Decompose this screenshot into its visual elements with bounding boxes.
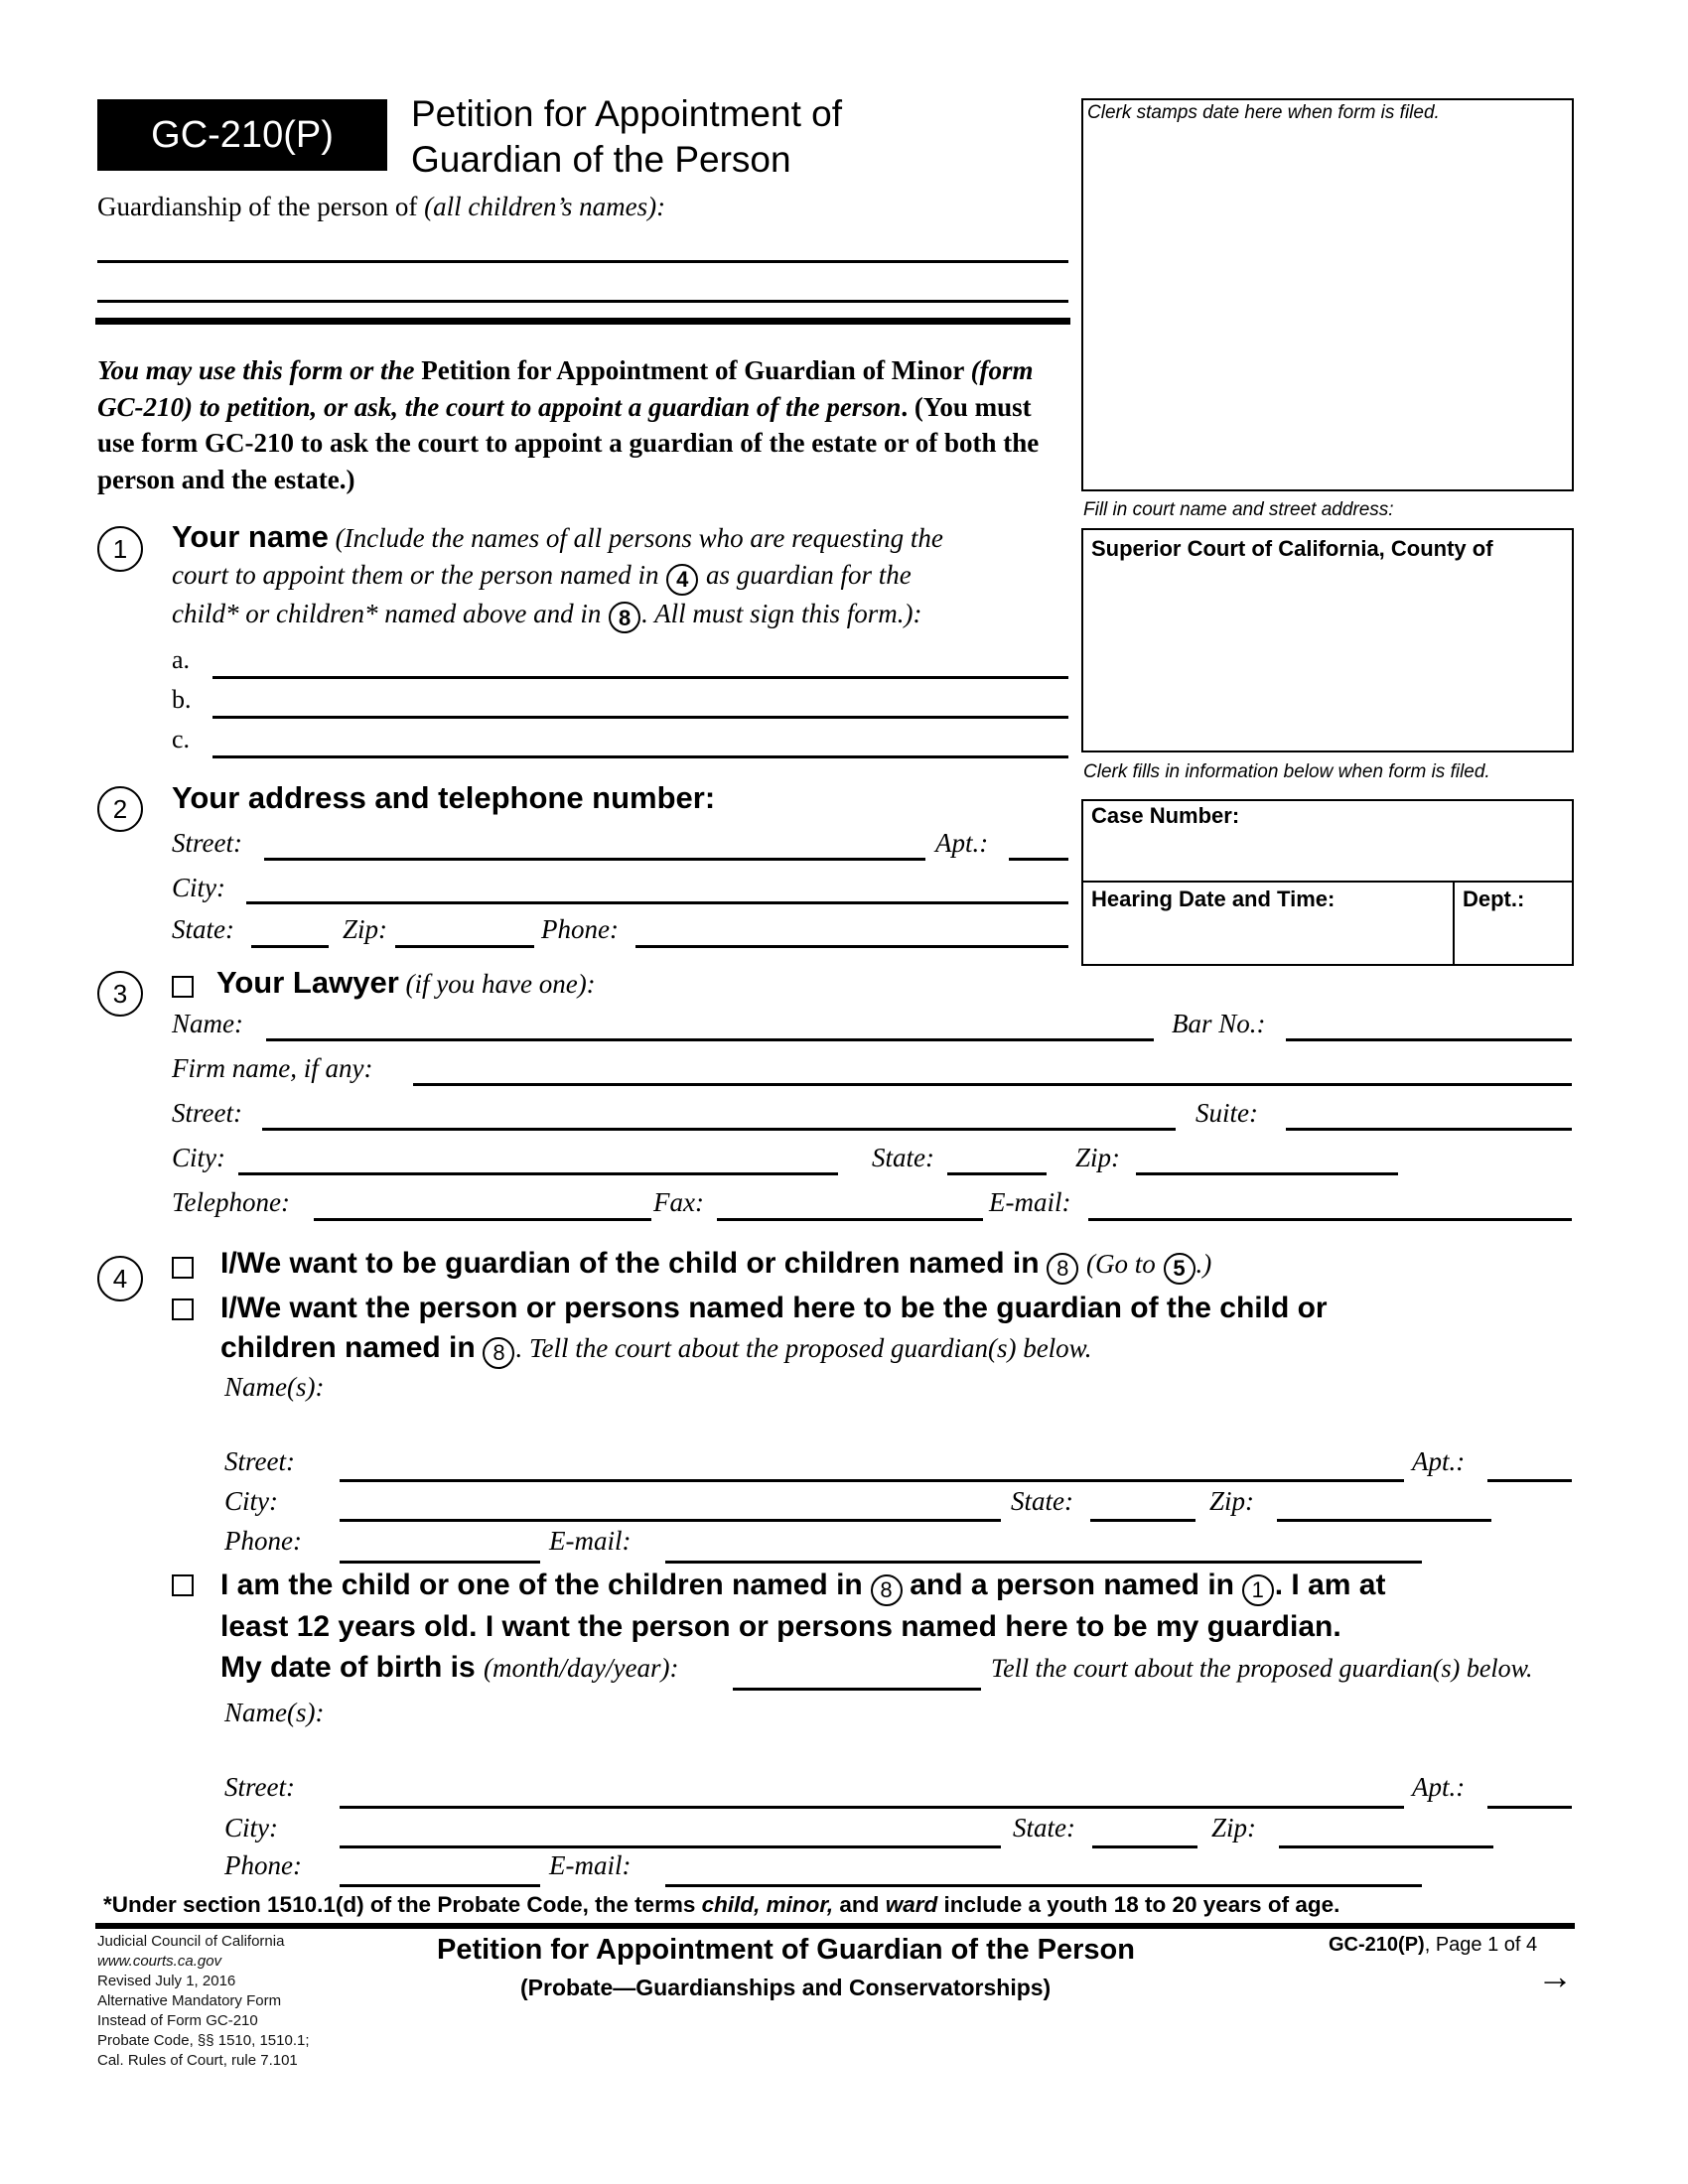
clerk-stamp-label: Clerk stamps date here when form is filed. <box>1087 102 1440 123</box>
footer-divider <box>95 1923 1575 1929</box>
suite-field[interactable] <box>1286 1128 1572 1131</box>
name-field-a[interactable] <box>212 676 1068 679</box>
lawyer-zip-field[interactable] <box>1136 1172 1398 1175</box>
street-label: Street: <box>172 828 242 858</box>
child-proposed-state-field[interactable] <box>1092 1845 1197 1848</box>
lawyer-city-label: City: <box>172 1143 225 1172</box>
fax-field[interactable] <box>717 1218 983 1221</box>
ref-section-8: 8 <box>483 1337 514 1369</box>
footer-page-info: GC-210(P), Page 1 of 4 <box>1329 1934 1538 1956</box>
header-divider <box>95 318 1070 325</box>
date-of-birth-field[interactable] <box>733 1688 981 1691</box>
name-row-b-label: b. <box>172 685 192 714</box>
next-page-arrow-icon[interactable]: → <box>1537 1956 1573 1996</box>
lawyer-city-field[interactable] <box>238 1172 838 1175</box>
children-names-field-1[interactable] <box>97 260 1068 263</box>
telephone-field[interactable] <box>314 1218 651 1221</box>
city-label: City: <box>172 873 225 902</box>
child-proposed-phone-label: Phone: <box>224 1850 302 1880</box>
option-self-guardian-checkbox[interactable] <box>172 1257 194 1279</box>
child-proposed-email-label: E-mail: <box>549 1850 632 1880</box>
intro-paragraph: You may use this form or the Petition for Appointment of Guardian of Minor (form GC-210) to petition, or ask, the court to appoint a guardian of the person. (You must use form GC-210 to ask the court to appoint a guardian of the estate or of both the person and the estate.) <box>97 355 1040 494</box>
proposed-city-field[interactable] <box>340 1519 1001 1522</box>
proposed-email-label: E-mail: <box>549 1526 632 1556</box>
telephone-label: Telephone: <box>172 1187 290 1217</box>
zip-field[interactable] <box>395 945 534 948</box>
bar-no-label: Bar No.: <box>1172 1009 1266 1038</box>
email-field[interactable] <box>1088 1218 1572 1221</box>
proposed-street-field[interactable] <box>340 1479 1404 1482</box>
section-1-number: 1 <box>97 526 143 572</box>
guardianship-label: Guardianship of the person of (all children’s names): <box>97 192 666 221</box>
child-proposed-city-field[interactable] <box>340 1845 1001 1848</box>
firm-field[interactable] <box>413 1083 1572 1086</box>
proposed-zip-field[interactable] <box>1277 1519 1491 1522</box>
lawyer-checkbox[interactable] <box>172 976 194 998</box>
clerk-fills-label: Clerk fills in information below when form is filed. <box>1083 761 1490 782</box>
phone-label: Phone: <box>541 914 619 944</box>
state-label: State: <box>172 914 234 944</box>
section-2-title: Your address and telephone number: <box>172 780 716 815</box>
footer-subtitle: (Probate—Guardianships and Conservatorships) <box>520 1975 1052 2000</box>
court-name: Superior Court of California, County of <box>1091 536 1493 561</box>
proposed-city-label: City: <box>224 1486 278 1516</box>
firm-label: Firm name, if any: <box>172 1053 373 1083</box>
street-field[interactable] <box>264 858 925 861</box>
child-proposed-apt-field[interactable] <box>1487 1806 1572 1809</box>
case-number-label: Case Number: <box>1091 803 1240 828</box>
child-proposed-phone-field[interactable] <box>340 1884 540 1887</box>
name-row-a-label: a. <box>172 645 191 674</box>
child-option-hint: Tell the court about the proposed guardian(s) below. <box>991 1654 1533 1683</box>
child-proposed-city-label: City: <box>224 1813 278 1843</box>
proposed-phone-label: Phone: <box>224 1526 302 1556</box>
proposed-phone-field[interactable] <box>340 1561 540 1564</box>
bar-no-field[interactable] <box>1286 1038 1572 1041</box>
section-3-header: Your Lawyer (if you have one): <box>216 965 596 1000</box>
name-row-c-label: c. <box>172 725 191 753</box>
option-child-checkbox[interactable] <box>172 1574 194 1596</box>
option-self-guardian-text: I/We want to be guardian of the child or children named in 8 (Go to 5 .) <box>220 1247 1211 1285</box>
case-number-box <box>1081 799 1574 883</box>
ref-section-4: 4 <box>666 564 698 596</box>
ref-section-8: 8 <box>871 1574 903 1606</box>
clerk-stamp-box <box>1081 98 1574 491</box>
dept-box <box>1453 881 1574 966</box>
children-names-field-2[interactable] <box>97 300 1068 303</box>
hearing-label: Hearing Date and Time: <box>1091 887 1336 911</box>
apt-field[interactable] <box>1009 858 1068 861</box>
proposed-state-label: State: <box>1011 1486 1073 1516</box>
option-other-guardian-text: I/We want the person or persons named here to be the guardian of the child or children named in 8 . Tell the court about the proposed guardian(s) below. <box>220 1289 1328 1369</box>
lawyer-street-label: Street: <box>172 1098 242 1128</box>
child-proposed-zip-label: Zip: <box>1211 1813 1257 1843</box>
proposed-names-label: Name(s): <box>224 1372 325 1402</box>
name-field-b[interactable] <box>212 716 1068 719</box>
section-4-number: 4 <box>97 1256 143 1301</box>
form-code: GC-210(P) <box>151 113 334 156</box>
option-child-text: I am the child or one of the children named in 8 and a person named in 1 . I am at least 12 years old. I want the person or persons named here to be my guardian. My date of birth is (month/day/year): <box>220 1569 1386 1684</box>
proposed-email-field[interactable] <box>665 1561 1422 1564</box>
proposed-street-label: Street: <box>224 1446 295 1476</box>
footer-left: Judicial Council of California www.courts.ca.gov Revised July 1, 2016 Alternative Mandatory Form Instead of Form GC-210 Probate Code, §§ 1510, 1510.1; Cal. Rules of Court, rule 7.101 <box>97 1933 310 2069</box>
child-proposed-apt-label: Apt.: <box>1412 1772 1466 1802</box>
ref-section-5: 5 <box>1164 1253 1196 1285</box>
ref-section-8: 8 <box>1047 1253 1078 1285</box>
apt-label: Apt.: <box>935 828 989 858</box>
child-proposed-names-label: Name(s): <box>224 1698 325 1727</box>
zip-label: Zip: <box>343 914 388 944</box>
state-field[interactable] <box>251 945 329 948</box>
option-other-guardian-checkbox[interactable] <box>172 1298 194 1320</box>
page-title: Petition for Appointment of Guardian of the Person <box>411 93 842 180</box>
lawyer-state-label: State: <box>872 1143 934 1172</box>
lawyer-state-field[interactable] <box>947 1172 1047 1175</box>
ref-section-8: 8 <box>609 602 640 633</box>
footer-title: Petition for Appointment of Guardian of the Person <box>437 1934 1135 1966</box>
lawyer-zip-label: Zip: <box>1075 1143 1121 1172</box>
lawyer-street-field[interactable] <box>262 1128 1176 1131</box>
city-field[interactable] <box>246 901 1068 904</box>
hearing-box <box>1081 881 1455 966</box>
child-proposed-street-field[interactable] <box>340 1806 1404 1809</box>
email-label: E-mail: <box>989 1187 1071 1217</box>
proposed-zip-label: Zip: <box>1209 1486 1255 1516</box>
phone-field[interactable] <box>635 945 1068 948</box>
proposed-state-field[interactable] <box>1090 1519 1196 1522</box>
footnote: *Under section 1510.1(d) of the Probate Code, the terms child, minor, and ward include a youth 18 to 20 years of age. <box>103 1892 1340 1917</box>
court-name-box[interactable] <box>1081 528 1574 752</box>
dept-label: Dept.: <box>1463 887 1525 911</box>
section-1-header: Your name (Include the names of all persons who are requesting the court to appoint them or the person named in 4 as guardian for the child* or children* named above and in 8 . All must sign this form.): <box>172 518 943 633</box>
proposed-apt-field[interactable] <box>1487 1479 1572 1482</box>
child-proposed-street-label: Street: <box>224 1772 295 1802</box>
suite-label: Suite: <box>1196 1098 1258 1128</box>
form-code-badge <box>97 99 387 171</box>
proposed-apt-label: Apt.: <box>1412 1446 1466 1476</box>
name-field-c[interactable] <box>212 755 1068 758</box>
section-3-number: 3 <box>97 971 143 1017</box>
child-proposed-zip-field[interactable] <box>1279 1845 1493 1848</box>
court-hint: Fill in court name and street address: <box>1083 499 1394 520</box>
child-proposed-email-field[interactable] <box>665 1884 1422 1887</box>
fax-label: Fax: <box>653 1187 704 1217</box>
ref-section-1: 1 <box>1242 1574 1274 1606</box>
lawyer-name-field[interactable] <box>266 1038 1154 1041</box>
child-proposed-state-label: State: <box>1013 1813 1075 1843</box>
section-2-number: 2 <box>97 786 143 832</box>
lawyer-name-label: Name: <box>172 1009 243 1038</box>
